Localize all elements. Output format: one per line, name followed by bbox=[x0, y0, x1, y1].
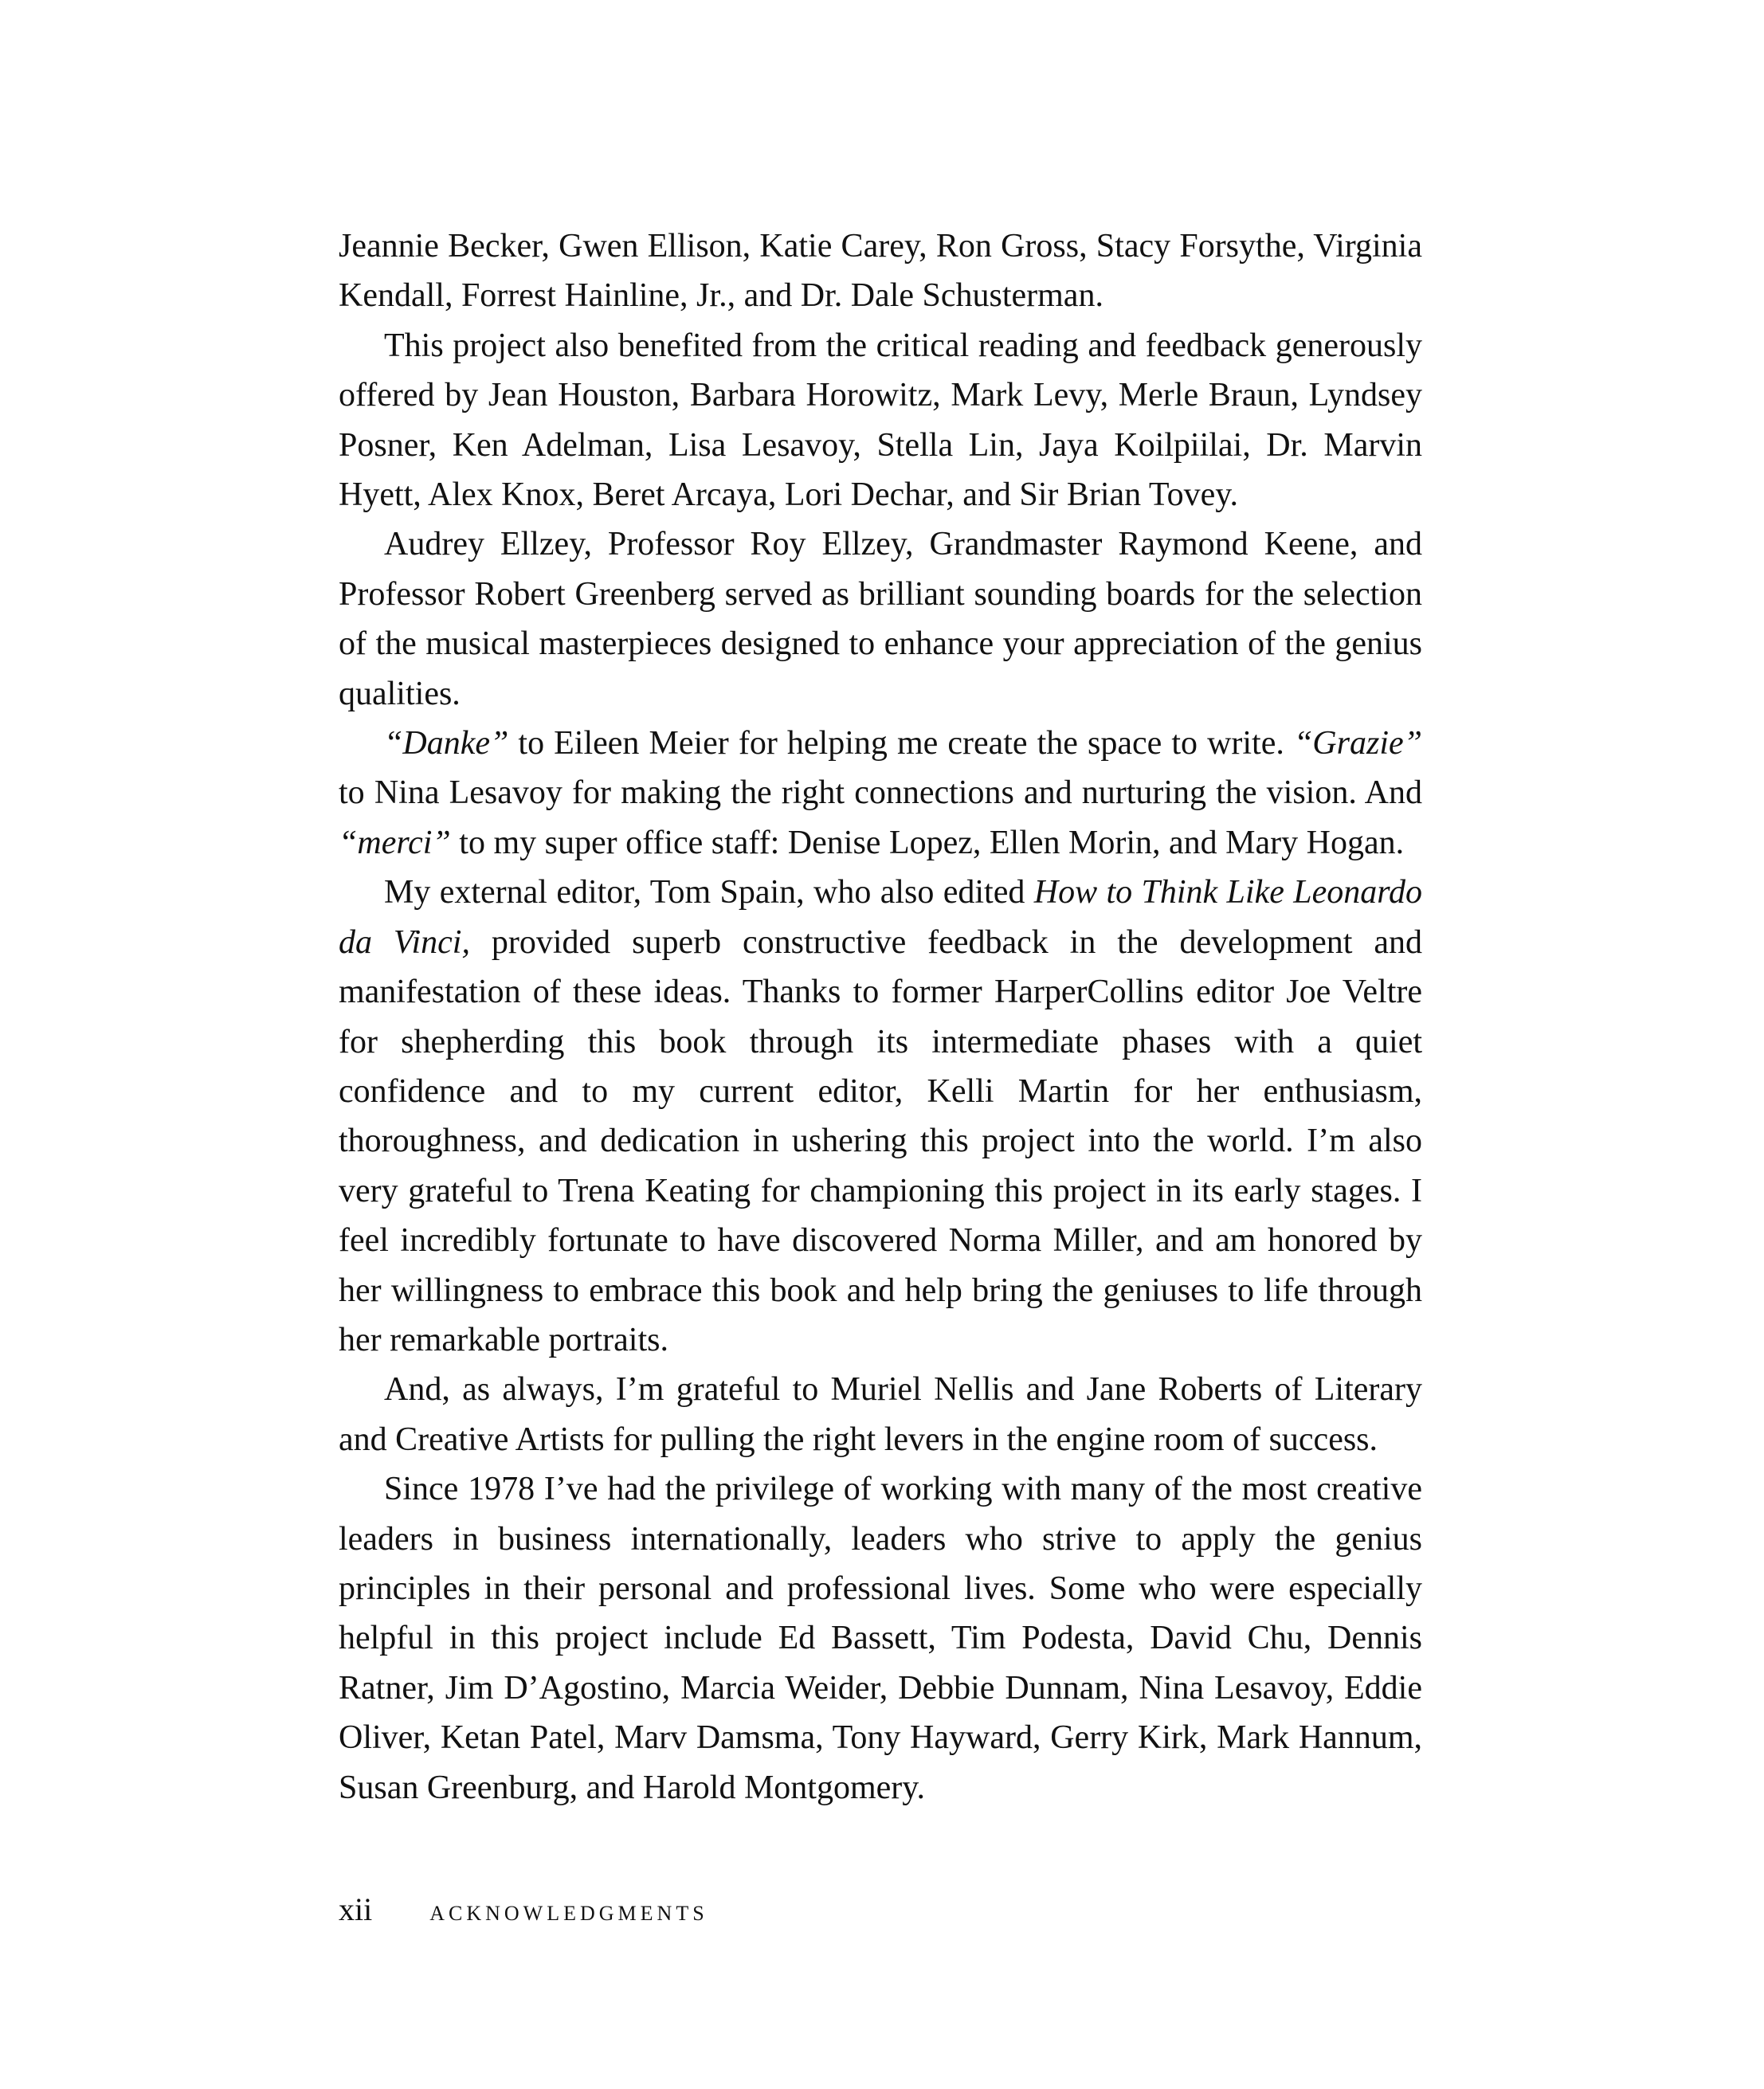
running-head: ACKNOWLEDGMENTS bbox=[429, 1902, 708, 1925]
paragraph-business-leaders: Since 1978 I’ve had the privilege of working with many of the most creative leaders in business internationally, leaders who strive to apply the genius principles in their personal and professional lives. Some who were especially helpful in this project include Ed Bassett, Tim Podesta, David Chu, Dennis Ratner, Jim D’Agostino, Marcia Weider, Debbie Dunnam, Nina Lesavoy, Eddie Oliver, Ketan Patel, Marv Damsma, Tony Hayward, Gerry Kirk, Mark Hannum, Susan Greenburg, and Harold Montgomery. bbox=[339, 1471, 1422, 1806]
paragraph-musical-advisors: Audrey Ellzey, Professor Roy Ellzey, Grandmaster Raymond Keene, and Professor Robert Greenberg served as brilliant sounding boards for the selection of the musical masterpieces designed to enhance your appreciation of the genius qualities. bbox=[339, 526, 1422, 712]
foreign-word-danke: “Danke” bbox=[384, 725, 509, 762]
paragraph-office-staff bbox=[339, 719, 1422, 868]
book-title: How to Think Like Leonardo da Vinci, bbox=[339, 874, 1423, 961]
foreign-word-grazie: “Grazie” bbox=[1293, 725, 1422, 762]
paragraph-literary-agents: And, as always, I’m grateful to Muriel Nellis and Jane Roberts of Literary and Creative Artists for pulling the right levers in the engine room of success. bbox=[339, 1371, 1422, 1458]
page-body bbox=[339, 221, 1422, 1813]
paragraph-editors bbox=[339, 868, 1422, 1365]
paragraph-text: My external editor, Tom Spain, who also edited bbox=[384, 874, 1034, 911]
page-footer bbox=[339, 1891, 708, 1928]
paragraph-critical-readers: This project also benefited from the critical reading and feedback generously offered by Jean Houston, Barbara Horowitz, Mark Levy, Merle Braun, Lyndsey Posner, Ken Adelman, Lisa Lesavoy, Stella Lin, Jaya Koilpiilai, Dr. Marvin Hyett, Alex Knox, Beret Arcaya, Lori Dechar, and Sir Brian Tovey. bbox=[339, 327, 1422, 514]
paragraph-text: to my super office staff: Denise Lopez, Ellen Morin, and Mary Hogan. bbox=[450, 824, 1405, 861]
foreign-word-merci: “merci” bbox=[339, 824, 451, 861]
page-number: xii bbox=[339, 1891, 373, 1927]
paragraph-continued: Jeannie Becker, Gwen Ellison, Katie Carey, Ron Gross, Stacy Forsythe, Virginia Kendall, Forrest Hainline, Jr., and Dr. Dale Schusterman. bbox=[339, 228, 1422, 315]
paragraph-text: to Nina Lesavoy for making the right connections and nurturing the vision. And bbox=[339, 774, 1422, 812]
paragraph-text: provided superb constructive feedback in the development and manifestation of these ideas. Thanks to former HarperCollins editor Joe Veltre for shepherding this book through its intermediate phases with a quiet confidence and to my current editor, Kelli Martin for her enthusiasm, thoroughness, and dedication in ushering this project into the world. I’m also very grateful to Trena Keating for championing this project in its early stages. I feel incredibly fortunate to have discovered Norma Miller, and am honored by her willingness to embrace this book and help bring the geniuses to life through her remarkable portraits. bbox=[339, 923, 1422, 1358]
paragraph-text: to Eileen Meier for helping me create the space to write. bbox=[508, 725, 1294, 762]
